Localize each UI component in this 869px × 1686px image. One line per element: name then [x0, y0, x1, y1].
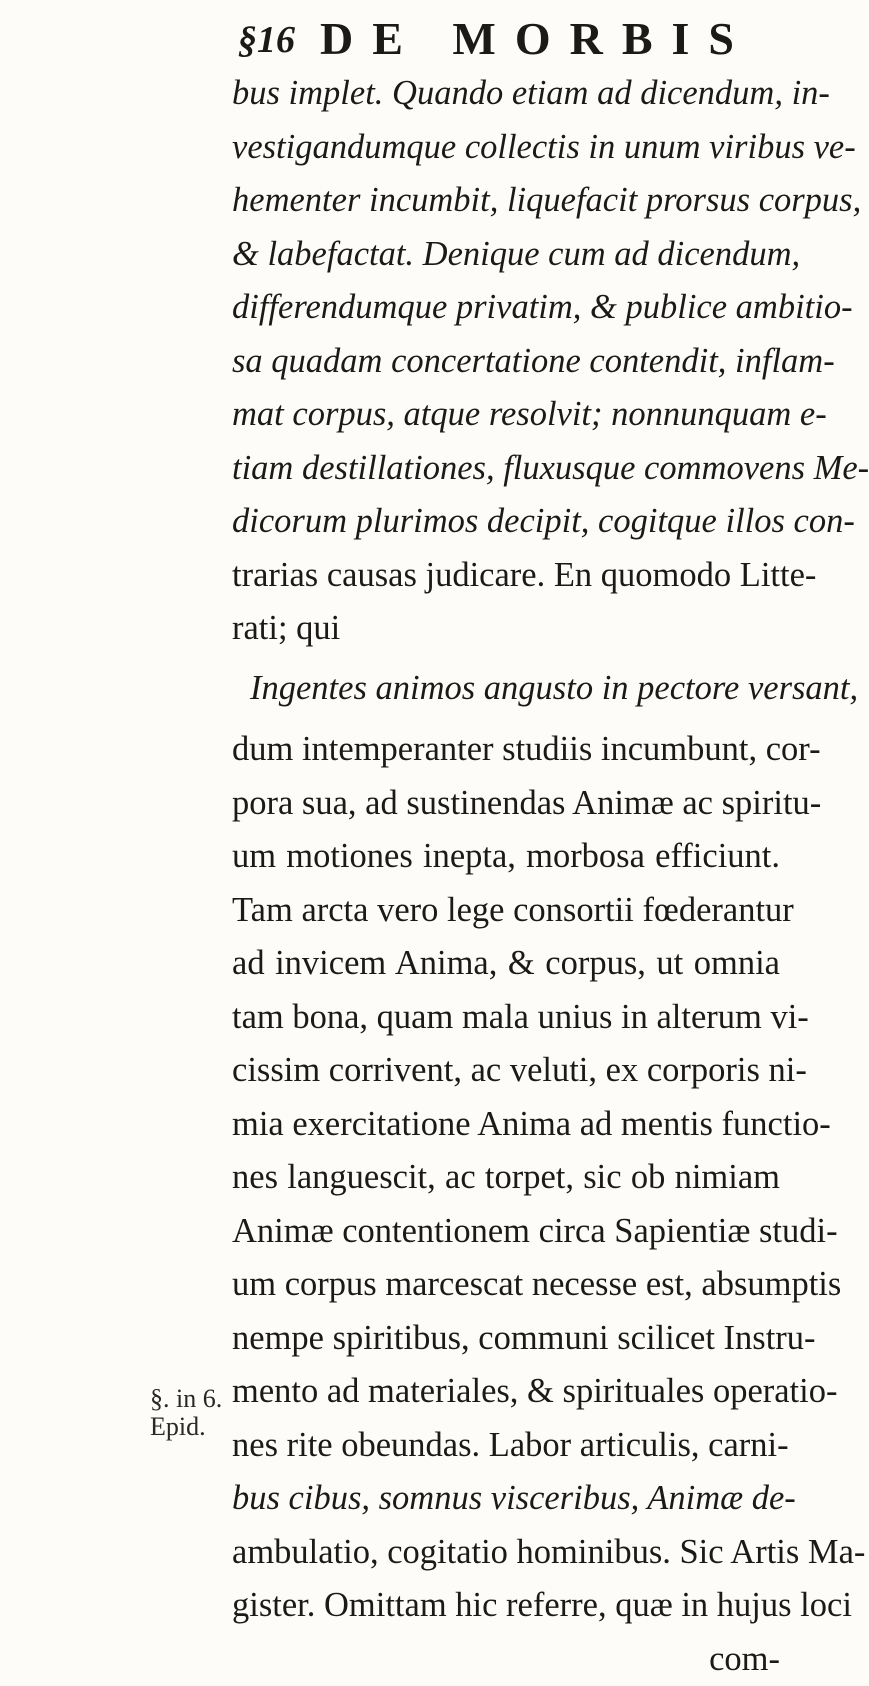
text-line: dum intemperanter studiis incumbunt, cor-	[232, 723, 780, 777]
text-line: cissim corrivent, ac veluti, ex corporis ni-	[232, 1044, 780, 1098]
page-header	[238, 12, 778, 70]
text-line: trarias causas judicare. En quomodo Litte-	[232, 549, 780, 603]
text-line: pora sua, ad sustinendas Animæ ac spiritu-	[232, 777, 780, 831]
text-line: dicorum plurimos decipit, cogitque illos con-	[232, 495, 780, 549]
text-line: sa quadam concertatione contendit, inflam-	[232, 335, 780, 389]
margin-note	[150, 1385, 222, 1441]
text-line: tiam destillationes, fluxusque commovens Me-	[232, 442, 780, 496]
text-line: um corpus marcescat necesse est, absumptis	[232, 1258, 780, 1312]
running-head: DE MORBIS	[320, 12, 753, 65]
verse-quote: Ingentes animos angusto in pectore versant,	[232, 662, 780, 716]
text-line: gister. Omittam hic referre, quæ in hujus loci	[232, 1579, 780, 1633]
text-line: mat corpus, atque resolvit; nonnunquam e-	[232, 388, 780, 442]
text-line: mento ad materiales, & spirituales operatio-	[232, 1365, 780, 1419]
text-line: tam bona, quam mala unius in alterum vi-	[232, 991, 780, 1045]
text-line: differendumque privatim, & publice ambitio-	[232, 281, 780, 335]
text-line: nes languescit, ac torpet, sic ob nimiam	[232, 1151, 780, 1205]
text-line: ambulatio, cogitatio hominibus. Sic Artis Ma-	[232, 1526, 780, 1580]
text-line: mia exercitatione Anima ad mentis functio-	[232, 1098, 780, 1152]
body-text	[232, 67, 780, 1686]
text-line: um motiones inepta, morbosa efficiunt.	[232, 830, 780, 884]
text-line: Tam arcta vero lege consortii fœderantur	[232, 884, 780, 938]
text-line: Animæ contentionem circa Sapientiæ studi-	[232, 1205, 780, 1259]
margin-note-reference: §. in 6.	[150, 1385, 222, 1413]
text-line: & labefactat. Denique cum ad dicendum,	[232, 228, 780, 282]
catchword: com-	[232, 1633, 780, 1686]
text-line: hementer incumbit, liquefacit prorsus corpus,	[232, 174, 780, 228]
margin-note-source: Epid.	[150, 1413, 222, 1441]
text-line: bus implet. Quando etiam ad dicendum, in-	[232, 67, 780, 121]
text-line: ad invicem Anima, & corpus, ut omnia	[232, 937, 780, 991]
text-line: vestigandumque collectis in unum viribus ve-	[232, 121, 780, 175]
text-line: rati; qui	[232, 602, 780, 656]
text-line: nes rite obeundas. Labor articulis, carni-	[232, 1419, 780, 1473]
text-line: bus cibus, somnus visceribus, Animæ de-	[232, 1472, 780, 1526]
text-line: nempe spiritibus, communi scilicet Instru-	[232, 1312, 780, 1366]
page-number: §16	[238, 18, 295, 62]
